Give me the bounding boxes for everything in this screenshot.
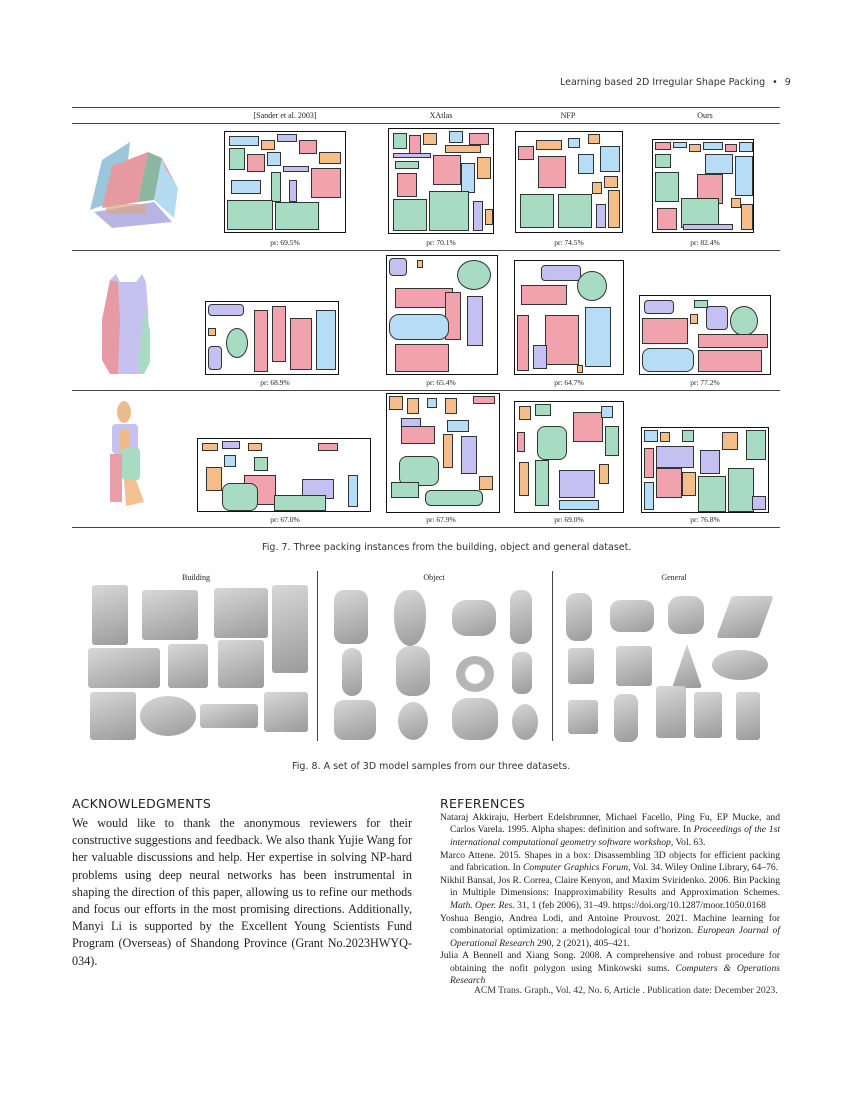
model-thumbnail xyxy=(140,696,196,736)
column-header-sander: [Sander et al. 2003] xyxy=(253,111,317,120)
model-thumbnail xyxy=(396,646,430,696)
header-separator: • xyxy=(772,77,778,88)
model-thumbnail xyxy=(90,692,136,740)
building-model-image xyxy=(82,130,182,230)
row-rule-2 xyxy=(72,390,780,391)
acknowledgments-text: We would like to thank the anonymous reviewers for their constructive suggestions and feedback. We also thank Yujie Wang for her valuable discussions and help. Her expertise in solving NP-hard problems using deep neural networks has been instrumental in shaping the direction of this paper, allowing us to refine our methods and focus our efforts in the most promising directions. Additionally, Manyi Li is supported by the Excellent Young Scientists Fund Program (Overseas) of Shandong Province (Grant No.2023HWYQ-034). xyxy=(72,816,412,968)
packing-result-nfp-general xyxy=(514,401,624,513)
column-header-xatlas: XAtlas xyxy=(429,111,453,120)
packing-result-sander-building xyxy=(224,131,346,233)
pr-ours-general: pr: 76.8% xyxy=(690,515,720,524)
packing-result-ours-building xyxy=(652,139,754,233)
reference-text: Yoshua Bengio, Andrea Lodi, and Antoine Prouvost. 2021. Machine learning for combinatorial optimization: a methodological tour d’horizon. xyxy=(440,912,780,937)
figure-model-image xyxy=(100,398,160,510)
model-thumbnail xyxy=(510,590,532,644)
page-number: 9 xyxy=(784,77,791,88)
model-thumbnail xyxy=(398,702,428,740)
reference-venue: Math. Oper. Res. xyxy=(450,899,515,911)
pr-ours-object: pr: 77.2% xyxy=(690,378,720,387)
model-thumbnail xyxy=(656,686,686,738)
model-thumbnail xyxy=(334,700,376,740)
reference-item xyxy=(440,875,780,912)
reference-venue: Proceedings of the 1st international computational geometry software workshop xyxy=(450,824,780,848)
pr-xatlas-general: pr: 67.9% xyxy=(426,515,456,524)
packing-result-nfp-building xyxy=(515,131,623,233)
model-thumbnail xyxy=(452,698,498,740)
model-thumbnail xyxy=(456,656,494,692)
dataset-divider-2 xyxy=(552,571,553,741)
pr-nfp-general: pr: 69.0% xyxy=(554,515,584,524)
running-title: Learning based 2D Irregular Shape Packing xyxy=(560,77,766,88)
row-rule-1 xyxy=(72,250,780,251)
packing-result-ours-general xyxy=(641,427,769,513)
pr-sander-general: pr: 67.0% xyxy=(270,515,300,524)
dataset-label-general: General xyxy=(661,573,687,582)
page-footer: ACM Trans. Graph., Vol. 42, No. 6, Article . Publication date: December 2023. xyxy=(474,985,778,996)
column-header-ours: Ours xyxy=(697,111,713,120)
model-thumbnail xyxy=(92,585,128,645)
packing-result-sander-general xyxy=(197,438,371,512)
model-thumbnail xyxy=(712,650,768,680)
reference-text: 290, 2 (2021), 405–421. xyxy=(534,937,630,949)
model-thumbnail xyxy=(342,648,362,696)
model-thumbnail xyxy=(614,694,638,742)
model-thumbnail xyxy=(610,600,654,632)
model-thumbnail xyxy=(668,596,704,634)
dataset-label-object: Object xyxy=(423,573,445,582)
reference-doi[interactable]: 31, 1 (feb 2006), 31–49. https://doi.org/10.1287/moor.1050.0168 xyxy=(514,899,766,911)
reference-text: Julia A Bennell and Xiang Song. 2008. A comprehensive and robust procedure for obtaining the nofit polygon using Minkowski sums. xyxy=(440,950,780,974)
model-thumbnail xyxy=(736,692,760,740)
dataset-label-building: Building xyxy=(181,573,210,582)
model-thumbnail xyxy=(334,590,368,644)
pr-nfp-building: pr: 74.5% xyxy=(554,238,584,247)
model-thumbnail xyxy=(142,590,198,640)
reference-text: Nikhil Bansal, Jos R. Correa, Claire Kenyon, and Maxim Sviridenko. 2006. Bin Packing in Multiple Dimensions: Inapproximability Results and Approximation Schemes. xyxy=(440,875,781,899)
references-heading: REFERENCES xyxy=(440,796,526,811)
reference-text: Marco Attene. 2015. Shapes in a box: Disassembling 3D objects for efficient packing and fabrication. In xyxy=(440,849,780,874)
model-thumbnail xyxy=(452,600,496,636)
model-thumbnail xyxy=(568,648,594,684)
reference-text: , Vol. 34. Wiley Online Library, 64–76. xyxy=(628,862,779,874)
model-thumbnail xyxy=(616,646,652,686)
pr-xatlas-object: pr: 65.4% xyxy=(426,378,456,387)
reference-text: , Vol. 63. xyxy=(670,836,706,848)
reference-item xyxy=(440,913,780,950)
packing-result-sander-object xyxy=(205,301,339,375)
model-thumbnail xyxy=(568,700,598,734)
acknowledgments-heading: ACKNOWLEDGMENTS xyxy=(72,796,212,811)
references-list xyxy=(440,812,780,988)
packing-result-xatlas-object xyxy=(386,255,498,375)
reference-item xyxy=(440,812,780,849)
model-thumbnail xyxy=(672,644,702,688)
packing-result-xatlas-general xyxy=(386,393,500,513)
pr-sander-object: pr: 68.9% xyxy=(260,378,290,387)
model-thumbnail xyxy=(214,588,268,638)
reference-venue: European Journal of Operational Research xyxy=(450,925,781,949)
model-thumbnail xyxy=(272,585,308,673)
pr-xatlas-building: pr: 70.1% xyxy=(426,238,456,247)
model-thumbnail xyxy=(88,648,160,688)
packing-result-nfp-object xyxy=(514,260,624,375)
figure-8-caption: Fig. 8. A set of 3D model samples from our three datasets. xyxy=(292,761,571,772)
running-header xyxy=(560,77,791,88)
figure-7-caption: Fig. 7. Three packing instances from the building, object and general dataset. xyxy=(262,542,632,553)
reference-text: Nataraj Akkiraju, Herbert Edelsbrunner, Michael Facello, Ping Fu, EP Mucke, and Carlos Varela. 1995. Alpha shapes: definition and software. In xyxy=(440,812,780,836)
reference-venue: Computer Graphics Forum xyxy=(523,862,628,874)
model-thumbnail xyxy=(566,593,592,641)
table-bottom-rule xyxy=(72,527,780,528)
packing-result-xatlas-building xyxy=(388,128,494,234)
dataset-divider-1 xyxy=(317,571,318,741)
model-thumbnail xyxy=(512,652,532,694)
model-thumbnail xyxy=(218,640,264,688)
model-thumbnail xyxy=(716,596,773,638)
pr-ours-building: pr: 82.4% xyxy=(690,238,720,247)
cat-model-image xyxy=(96,270,156,380)
model-thumbnail xyxy=(394,590,426,646)
model-thumbnail xyxy=(264,692,308,732)
model-thumbnail xyxy=(168,644,208,688)
packing-result-ours-object xyxy=(639,295,771,375)
column-header-nfp: NFP xyxy=(560,111,576,120)
table-top-rule xyxy=(72,107,780,108)
model-thumbnail xyxy=(694,692,722,738)
reference-venue: Computers & Operations Research xyxy=(450,962,780,987)
pr-sander-building: pr: 69.5% xyxy=(270,238,300,247)
reference-item xyxy=(440,950,780,987)
pr-nfp-object: pr: 64.7% xyxy=(554,378,584,387)
header-rule xyxy=(72,123,780,124)
reference-item xyxy=(440,850,780,875)
model-thumbnail xyxy=(200,704,258,728)
model-thumbnail xyxy=(512,704,538,740)
